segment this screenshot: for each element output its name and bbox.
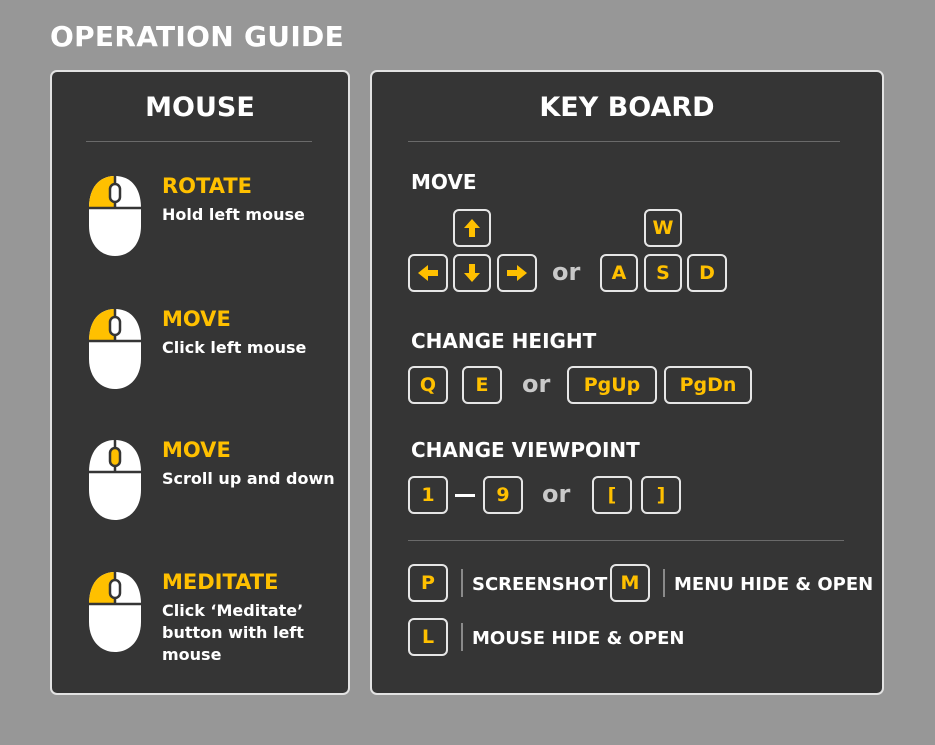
or-text: or	[552, 258, 581, 286]
key-right-bracket: ]	[641, 476, 681, 514]
key-arrow-up	[453, 209, 491, 247]
mouse-item-move-click	[87, 307, 337, 417]
keyboard-heading-divider	[408, 141, 840, 142]
change-height-label: CHANGE HEIGHT	[411, 329, 597, 353]
mouse-item-move-scroll	[87, 438, 337, 548]
mouse-item-title: MEDITATE	[162, 570, 279, 594]
mouse-hide-open-label: MOUSE HIDE & OPEN	[472, 628, 685, 649]
mouse-item-rotate	[87, 174, 337, 284]
separator	[461, 623, 463, 651]
separator	[461, 569, 463, 597]
mouse-heading-divider	[86, 141, 312, 142]
page-title: OPERATION GUIDE	[50, 20, 345, 53]
shortcuts-divider	[408, 540, 844, 541]
key-1: 1	[408, 476, 448, 514]
mouse-panel	[50, 70, 350, 695]
change-viewpoint-label: CHANGE VIEWPOINT	[411, 438, 640, 462]
key-9: 9	[483, 476, 523, 514]
mouse-item-description: Hold left mouse	[162, 205, 305, 224]
mouse-left-button-icon	[87, 307, 143, 391]
range-dash	[455, 494, 475, 497]
mouse-item-description: Click ‘Meditate’ button with left mouse	[162, 601, 304, 664]
or-text: or	[522, 370, 551, 398]
arrow-left-icon	[417, 264, 439, 282]
key-pgdn: PgDn	[664, 366, 752, 404]
key-e: E	[462, 366, 502, 404]
separator	[663, 569, 665, 597]
mouse-item-description: Click left mouse	[162, 338, 307, 357]
mouse-item-title: ROTATE	[162, 174, 253, 198]
key-pgup: PgUp	[567, 366, 657, 404]
key-arrow-right	[497, 254, 537, 292]
or-text: or	[542, 480, 571, 508]
mouse-heading: MOUSE	[145, 92, 255, 123]
key-s: S	[644, 254, 682, 292]
menu-hide-open-label: MENU HIDE & OPEN	[674, 574, 874, 595]
screenshot-label: SCREENSHOT	[472, 574, 608, 595]
key-a: A	[600, 254, 638, 292]
arrow-up-icon	[463, 218, 481, 238]
key-p: P	[408, 564, 448, 602]
key-left-bracket: [	[592, 476, 632, 514]
mouse-left-button-icon	[87, 570, 143, 654]
key-d: D	[687, 254, 727, 292]
mouse-scroll-wheel-icon	[87, 438, 143, 522]
key-m: M	[610, 564, 650, 602]
key-arrow-down	[453, 254, 491, 292]
mouse-item-meditate	[87, 570, 337, 680]
move-label: MOVE	[411, 170, 477, 194]
key-q: Q	[408, 366, 448, 404]
mouse-item-description: Scroll up and down	[162, 469, 335, 488]
mouse-item-title: MOVE	[162, 307, 231, 331]
keyboard-panel	[370, 70, 884, 695]
mouse-item-title: MOVE	[162, 438, 231, 462]
arrow-down-icon	[463, 263, 481, 283]
arrow-right-icon	[506, 264, 528, 282]
key-w: W	[644, 209, 682, 247]
key-arrow-left	[408, 254, 448, 292]
mouse-left-button-icon	[87, 174, 143, 258]
key-l: L	[408, 618, 448, 656]
keyboard-heading: KEY BOARD	[539, 92, 715, 123]
